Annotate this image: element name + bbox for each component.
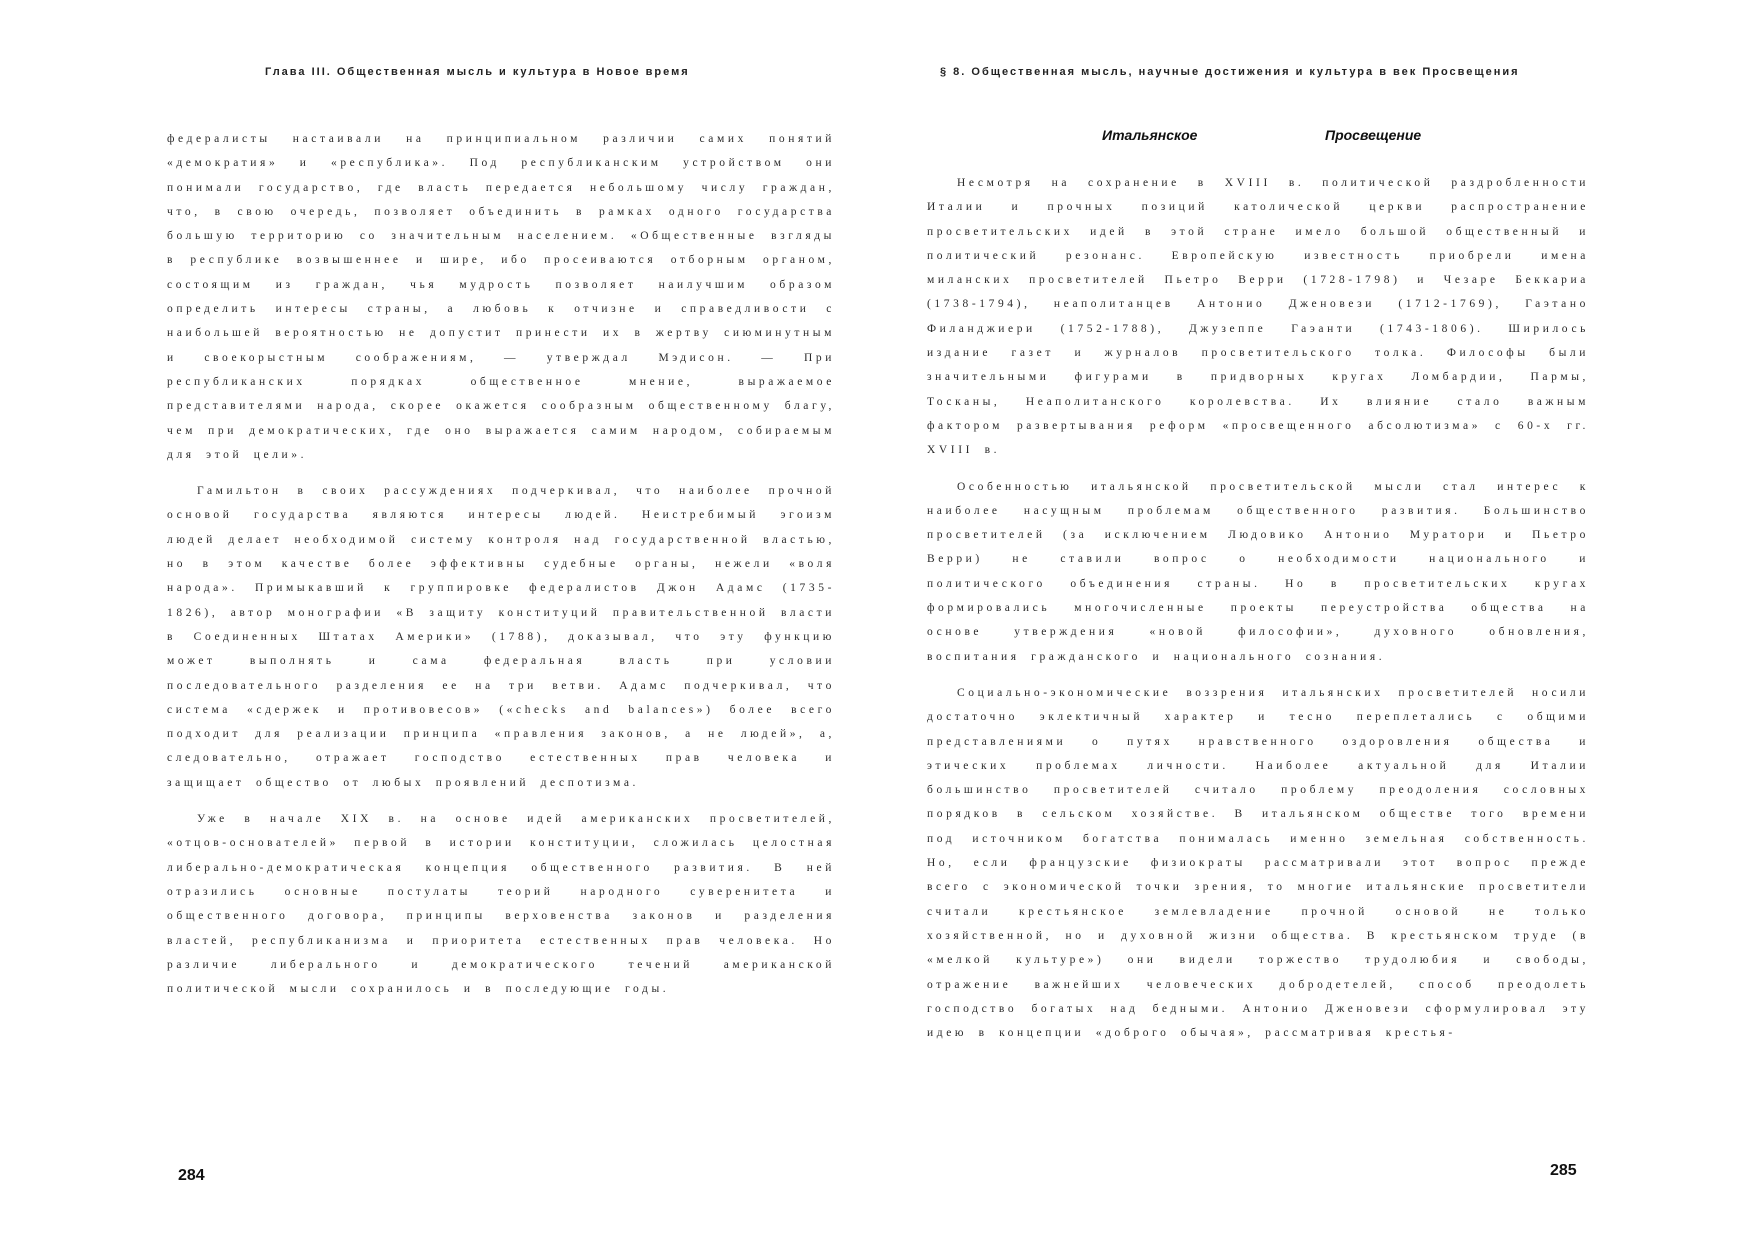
right-paragraph-2: Особенностью итальянской просветительской мысли стал интерес к наиболее насущным проблемам общественного развития. Большинство просветителей (за исключением Людовико Антонио Муратори и Пьетро Верри) не ставили вопрос о необходимости национального и политического объединения страны. Но в просветительских кругах формировались многочисленные проекты переустройства общества на основе утверждения «новой философии», духовного обновления, воспитания гражданского и национального сознания. [927, 480, 1589, 663]
right-text-column [927, 171, 1589, 1057]
section-subtitle-part1: Итальянское [1102, 127, 1198, 143]
right-running-head: § 8. Общественная мысль, научные достижения и культура в век Просвещения [940, 66, 1520, 78]
left-paragraph-2: Гамильтон в своих рассуждениях подчеркивал, что наиболее прочной основой государства являются интересы людей. Неистребимый эгоизм людей делает необходимой систему контроля над государственной властью, но в этом качестве более эффективны судебные органы, нежели «воля народа». Примыкавший к группировке федералистов Джон Адамс (1735-1826), автор монографии «В защиту конституций правительственной власти в Соединенных Штатах Америки» (1788), доказывал, что эту функцию может выполнять и сама федеральная власть при условии последовательного разделения ее на три ветви. Адамс подчеркивал, что система «сдержек и противовесов» («checks and balances») более всего подходит для реализации принципа «правления законов, а не людей», а, следовательно, отражает господство естественных прав человека и защищает общество от любых проявлений деспотизма. [167, 485, 835, 789]
right-paragraph-1: Несмотря на сохранение в XVIII в. политической раздробленности Италии и прочных позиций католической церкви распространение просветительских идей в этой стране имело большой общественный и политический резонанс. Европейскую известность приобрели имена миланских просветителей Пьетро Верри (1728-1798) и Чезаре Беккариа (1738-1794), неаполитанцев Антонио Дженовези (1712-1769), Гаэтано Филанджиери (1752-1788), Джузеппе Гаэанти (1743-1806). Ширилось издание газет и журналов просветительского толка. Философы были значительными фигурами в придворных кругах Ломбардии, Пармы, Тосканы, Неаполитанского королевства. Их влияние стало важным фактором развертывания реформ «просвещенного абсолютизма» с 60-х гг. XVIII в. [927, 177, 1589, 457]
left-running-head: Глава III. Общественная мысль и культура в Новое время [265, 66, 690, 78]
left-text-column [167, 127, 835, 1013]
left-page-number: 284 [178, 1167, 205, 1184]
right-page [877, 0, 1754, 1239]
left-paragraph-3: Уже в начале XIX в. на основе идей американских просветителей, «отцов-основателей» первой в истории конституции, сложилась целостная либерально-демократическая концепция общественного развития. В ней отразились основные постулаты теорий народного суверенитета и общественного договора, принципы верховенства законов и разделения властей, республиканизма и приоритета естественных прав человека. Но различие либерального и демократического течений американской политической мысли сохранилось и в последующие годы. [167, 813, 835, 996]
right-paragraph-3: Социально-экономические воззрения итальянских просветителей носили достаточно эклектичный характер и тесно переплетались с общими представлениями о путях нравственного оздоровления общества и этических проблемах личности. Наиболее актуальной для Италии большинство просветителей считало проблему преодоления сословных порядков в сельском хозяйстве. В итальянском обществе того времени под источником богатства понималась именно земельная собственность. Но, если французские физиократы рассматривали этот вопрос прежде всего с экономической точки зрения, то многие итальянские просветители считали крестьянское землевладение прочной основой не только хозяйственной, но и духовной жизни общества. В крестьянском труде (в «мелкой культуре») они видели торжество трудолюбия и свободы, отражение важнейших человеческих добродетелей, способ преодолеть господство богатых над бедными. Антонио Дженовези сформулировал эту идею в концепции «доброго обычая», рассматривая крестья- [927, 686, 1589, 1040]
section-subtitle-part2: Просвещение [1325, 127, 1422, 143]
left-paragraph-1: федералисты настаивали на принципиальном различии самих понятий «демократия» и «республика». Под республиканским устройством они понимали государство, где власть передается небольшому числу граждан, что, в свою очередь, позволяет объединить в рамках одного государства большую территорию со значительным населением. «Общественные взгляды в республике возвышеннее и шире, ибо просеиваются отборным органом, состоящим из граждан, чья мудрость позволяет наилучшим образом определить интересы страны, а любовь к отчизне и справедливости с наибольшей вероятностью не допустит принести их в жертву сиюминутным и своекорыстным соображениям, — утверждал Мэдисон. — При республиканских порядках общественное мнение, выражаемое представителями народа, скорее окажется сообразным общественному благу, чем при демократических, где оно выражается самим народом, собираемым для этой цели». [167, 133, 835, 461]
right-page-number: 285 [1550, 1162, 1577, 1179]
